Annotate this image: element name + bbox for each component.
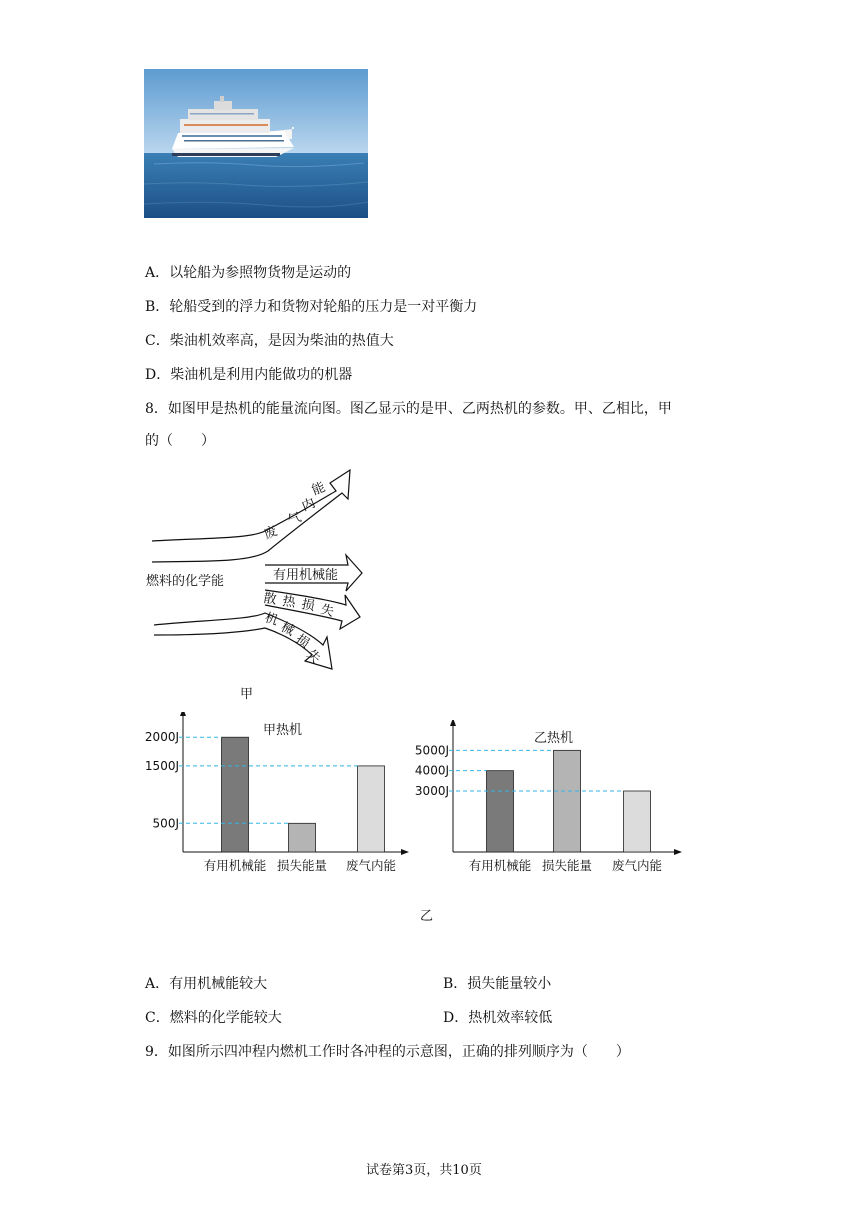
flow-heat-loss-char-4: 失 [319, 602, 336, 621]
bar-3 [358, 766, 385, 852]
x-axis-arrow [674, 849, 682, 855]
option-d-q7: D．柴油机是利用内能做功的机器 [145, 367, 353, 383]
category-label: 损失能量 [276, 858, 328, 873]
question-8-stem: 8．如图甲是热机的能量流向图。图乙显示的是甲、乙两热机的参数。甲、乙相比，甲 [145, 401, 672, 417]
bar-2 [554, 750, 581, 852]
bar-3 [624, 791, 651, 852]
chart-title: 甲热机 [263, 723, 303, 738]
y-axis-arrow [180, 712, 186, 716]
y-tick-label: 4000J [414, 763, 449, 778]
option-b-q7: B．轮船受到的浮力和货物对轮船的压力是一对平衡力 [145, 299, 478, 315]
flow-exhaust-char-4: 能 [309, 479, 328, 499]
chart-yi-engine [410, 720, 700, 890]
option-d-q8: D．热机效率较低 [443, 1010, 553, 1026]
question-9-stem: 9．如图所示四冲程内燃机工作时各冲程的示意图，正确的排列顺序为（ ） [145, 1044, 630, 1060]
flow-mech-loss-char-4: 失 [303, 647, 324, 667]
y-tick-label: 2000J [145, 730, 179, 745]
option-a-q7: A．以轮船为参照物货物是运动的 [145, 265, 352, 281]
option-a-q8: A．有用机械能较大 [145, 976, 268, 992]
x-axis-arrow [401, 849, 409, 855]
chart-jia-engine [145, 712, 415, 882]
y-tick-label: 3000J [414, 784, 449, 798]
category-label: 废气内能 [345, 858, 397, 873]
flow-heat-loss-char-3: 损 [300, 597, 316, 615]
flow-input-label: 燃料的化学能 [146, 574, 225, 589]
flow-heat-loss-char-1: 散 [262, 591, 278, 608]
option-c-q8: C．燃料的化学能较大 [145, 1010, 282, 1026]
flow-useful-label: 有用机械能 [273, 568, 339, 583]
page-footer: 试卷第3页，共10页 [366, 1163, 482, 1178]
flow-exhaust-char-3: 内 [299, 495, 318, 515]
option-b-q8: B．损失能量较小 [443, 976, 552, 992]
chart-title: 乙热机 [534, 731, 574, 746]
category-label: 废气内能 [611, 858, 663, 873]
y-tick-label: 1500J [145, 758, 179, 773]
category-label: 有用机械能 [468, 858, 532, 873]
flow-mech-loss-char-1: 机 [262, 610, 280, 629]
diagram-caption-jia: 甲 [240, 687, 254, 702]
option-c-q7: C．柴油机效率高，是因为柴油的热值大 [145, 333, 394, 349]
question-8-stem-cont: 的（ ） [145, 433, 215, 449]
category-label: 损失能量 [541, 858, 593, 873]
flow-exhaust-char-1: 废 [261, 523, 280, 543]
cruise-ship-photo [144, 69, 368, 218]
flow-exhaust-char-2: 气 [285, 509, 304, 529]
y-tick-label: 500J [152, 816, 179, 831]
y-tick-label: 5000J [414, 743, 449, 758]
bar-1 [222, 737, 249, 852]
energy-flow-diagram [140, 465, 380, 680]
category-label: 有用机械能 [203, 858, 267, 873]
flow-mech-loss-char-3: 损 [292, 631, 312, 652]
flow-heat-loss-char-2: 热 [281, 594, 297, 611]
diagram-caption-yi: 乙 [420, 909, 434, 924]
y-axis-arrow [450, 720, 456, 726]
flow-mech-loss-char-2: 械 [278, 620, 297, 640]
bar-2 [289, 823, 316, 852]
bar-1 [487, 771, 514, 852]
